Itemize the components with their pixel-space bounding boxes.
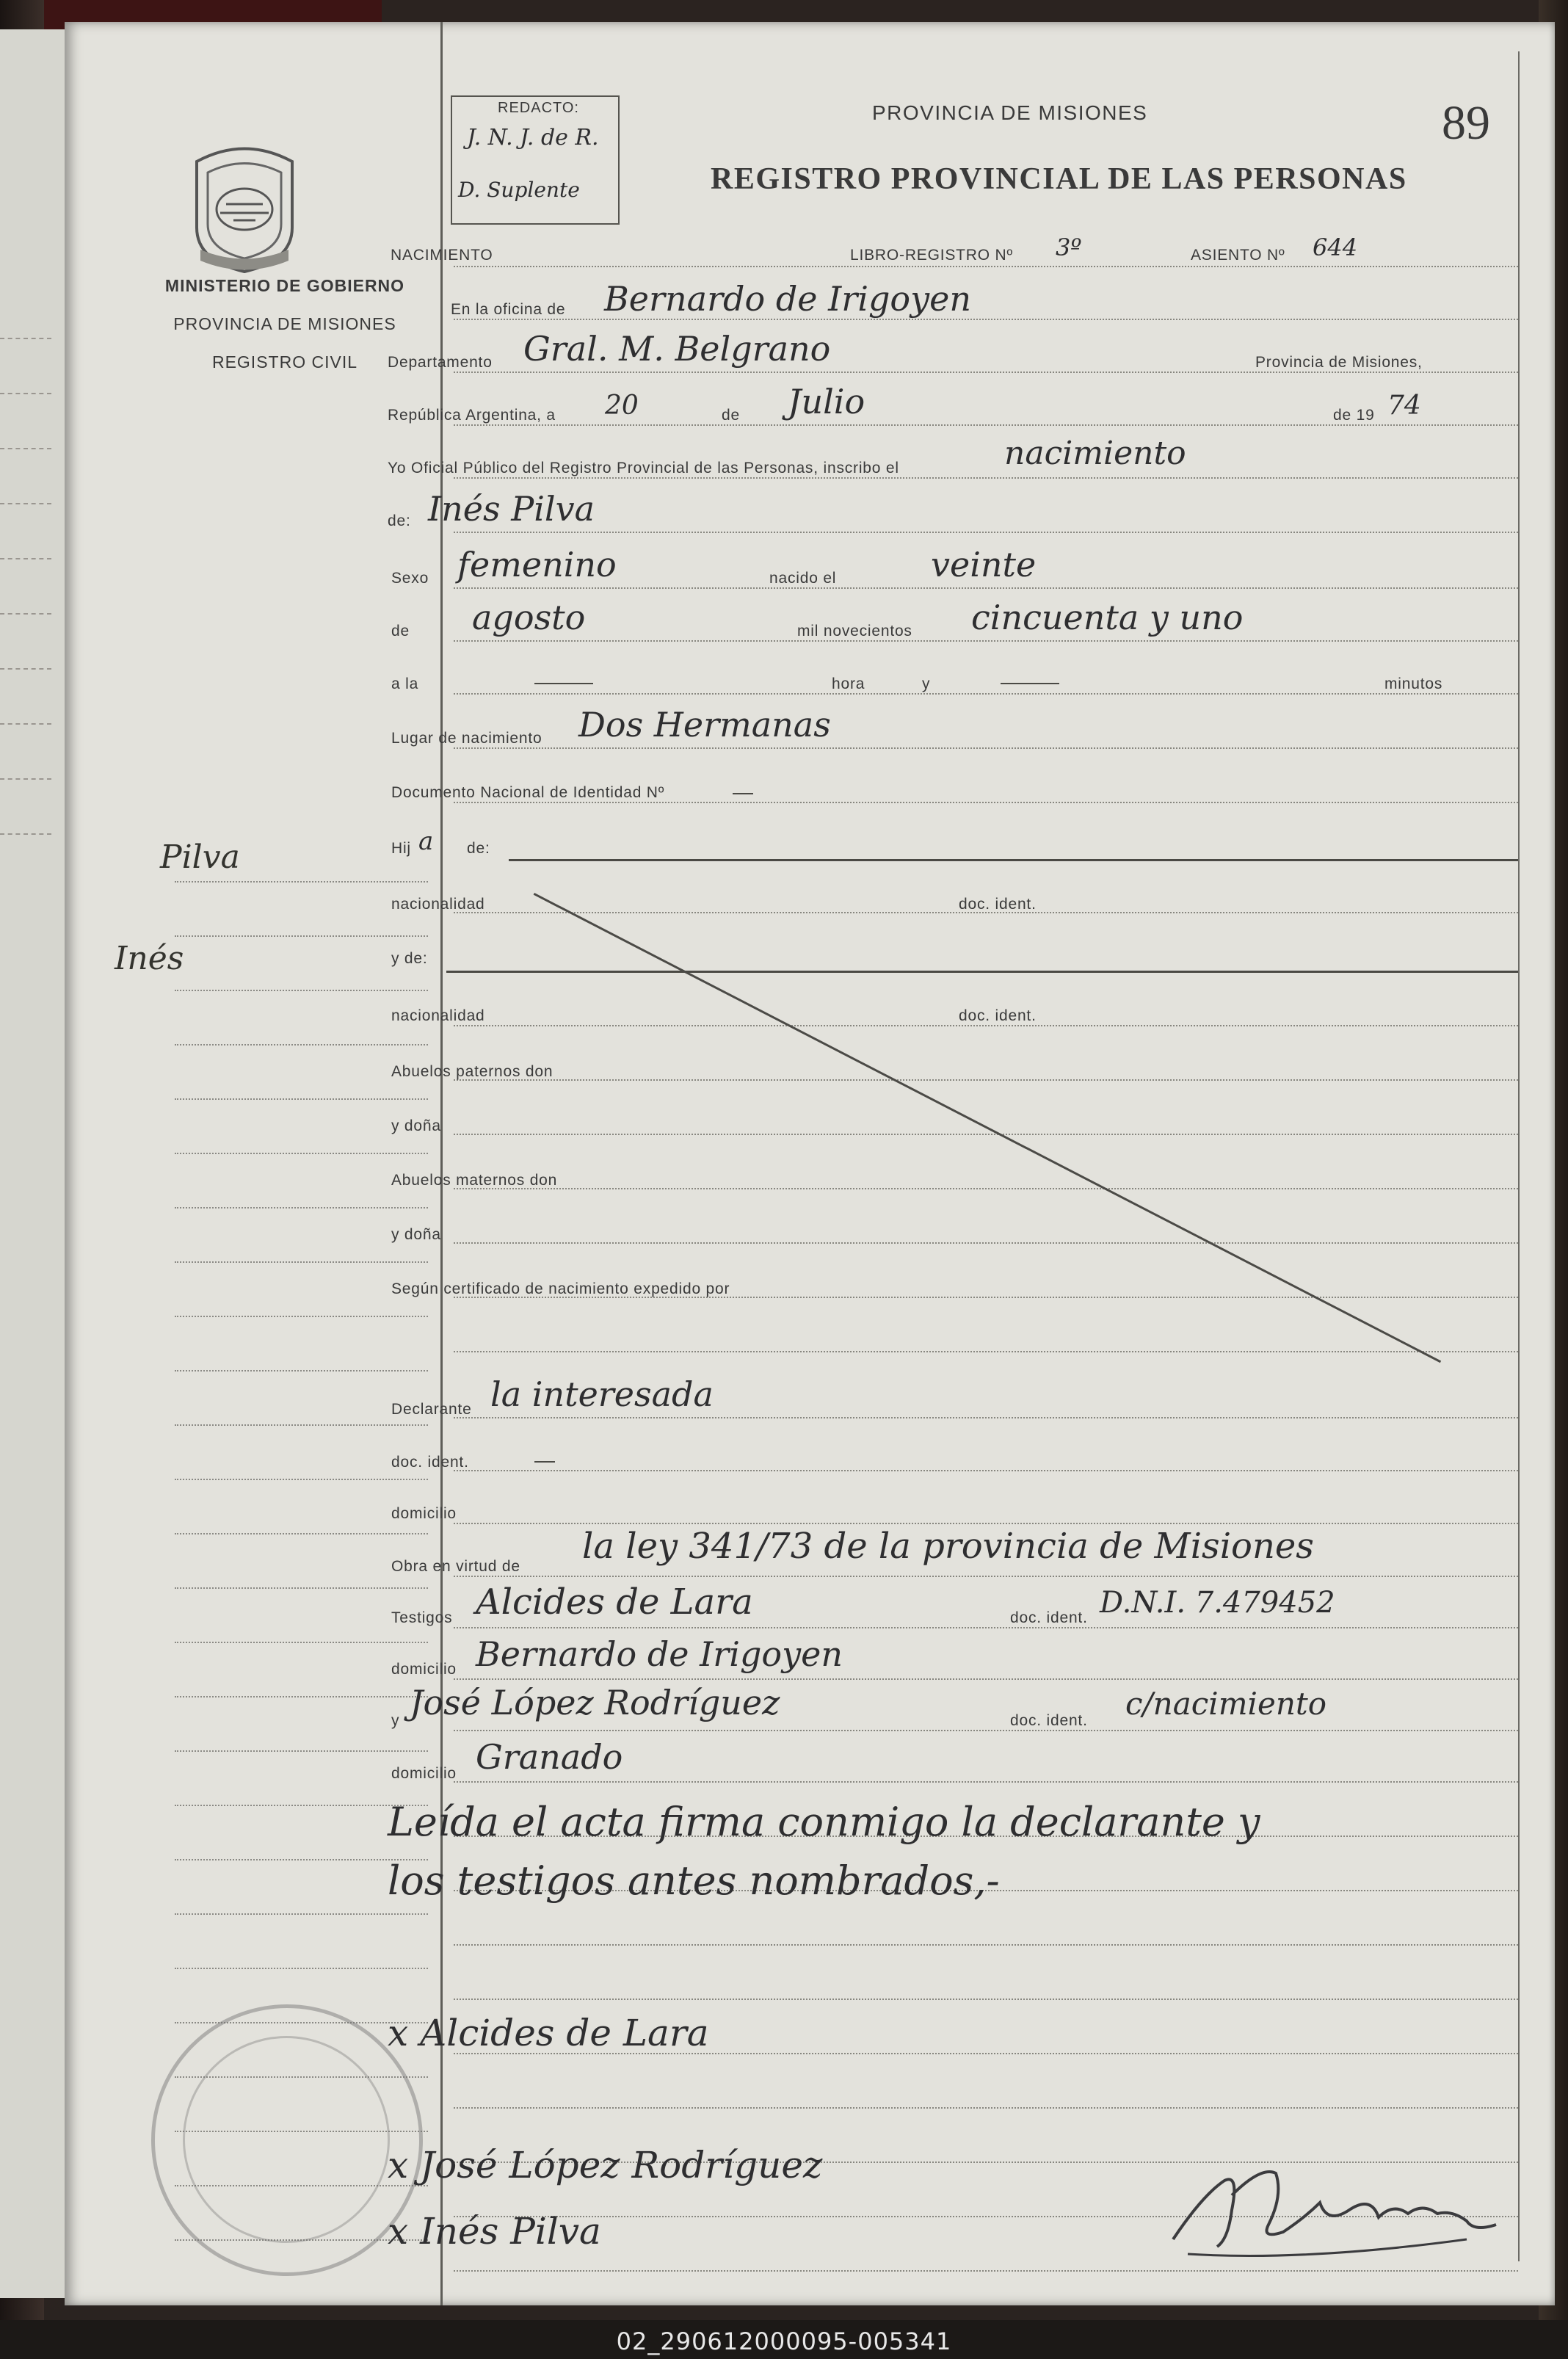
docident3-label: doc. ident.	[391, 1454, 469, 1471]
ruled-line	[454, 1188, 1518, 1189]
margin-ruled-line	[175, 1098, 428, 1100]
yde-line	[446, 971, 1518, 973]
domicilio2-value: Bernardo de Irigoyen	[476, 1634, 843, 1674]
hijo-de-line	[509, 859, 1518, 861]
nacionalidad-label: nacionalidad	[391, 896, 485, 913]
libro-value: 3º	[1056, 233, 1082, 261]
registro-civil-label: REGISTRO CIVIL	[211, 352, 358, 372]
y2-label: y	[391, 1712, 400, 1729]
margin-ruled-line	[175, 1044, 428, 1046]
ruled-line	[454, 802, 1518, 803]
month-value: Julio	[788, 382, 865, 421]
margin-ruled-line	[175, 1261, 428, 1263]
margin-ruled-line	[175, 1207, 428, 1209]
ruled-line	[454, 1576, 1518, 1577]
declarante-label: Declarante	[391, 1401, 472, 1418]
registry-stamp	[151, 2004, 423, 2276]
libro-label: LIBRO-REGISTRO Nº	[850, 247, 1013, 264]
hijo-suffix: a	[418, 827, 434, 856]
margin-ruled-line	[175, 1153, 428, 1154]
margin-ruled-line	[175, 1913, 428, 1915]
ruled-line	[454, 1025, 1518, 1026]
margin-ruled-line	[175, 1696, 428, 1697]
margin-ruled-line	[175, 1642, 428, 1643]
header-province: PROVINCIA DE MISIONES	[872, 101, 1148, 124]
republica-label: República Argentina, a	[388, 407, 556, 424]
header-registry-title: REGISTRO PROVINCIAL DE LAS PERSONAS	[711, 162, 1407, 196]
person-label: de:	[388, 512, 411, 529]
footer-id: 02_290612000095-005341	[616, 2327, 952, 2355]
ruled-line	[454, 319, 1518, 320]
ruled-line	[454, 1417, 1518, 1418]
margin-ruled-line	[175, 1587, 428, 1589]
abuelos-paternos-label: Abuelos paternos don	[391, 1063, 553, 1080]
departamento-label: Departamento	[388, 354, 493, 371]
margin-ruled-line	[175, 881, 428, 883]
ruled-line	[454, 532, 1518, 533]
ruled-line	[454, 1999, 1518, 2000]
nacido-label: nacido el	[769, 570, 837, 587]
margin-ruled-line	[175, 990, 428, 991]
margin-ruled-line	[175, 1533, 428, 1534]
record-type-label: NACIMIENTO	[391, 247, 493, 264]
year-label: de 19	[1333, 407, 1375, 424]
ydona1-label: y doña	[391, 1117, 441, 1134]
ruled-line	[454, 640, 1518, 642]
margin-ruled-line	[175, 1316, 428, 1317]
hora-dash	[534, 683, 593, 684]
ydona2-label: y doña	[391, 1226, 441, 1243]
year-value: 74	[1387, 391, 1421, 421]
province-emblem-icon	[182, 139, 307, 279]
ruled-line	[454, 1242, 1518, 1244]
de-label: de	[722, 407, 740, 424]
ruled-line	[454, 1678, 1518, 1680]
redacto-value-2: D. Suplente	[458, 178, 580, 202]
day-value: 20	[605, 391, 639, 421]
domicilio-label: domicilio	[391, 1505, 457, 1522]
asiento-label: ASIENTO Nº	[1191, 247, 1285, 264]
ruled-line	[454, 1944, 1518, 1946]
asiento-value: 644	[1313, 233, 1358, 261]
previous-page-edge	[0, 29, 68, 2298]
signature-witness-2: x José López Rodríguez	[388, 2144, 823, 2186]
provincia-label: Provincia de Misiones,	[1255, 354, 1423, 371]
ruled-line	[454, 266, 1518, 267]
margin-ruled-line	[175, 1968, 428, 1969]
margin-ruled-line	[175, 1370, 428, 1371]
nacionalidad2-label: nacionalidad	[391, 1007, 485, 1024]
ruled-line	[454, 693, 1518, 695]
person-value: Inés Pilva	[428, 489, 595, 529]
margin-ruled-line	[175, 1750, 428, 1752]
closing-line-1: Leída el acta firma conmigo la declarante y	[388, 1799, 1260, 1845]
month2-value: agosto	[472, 598, 586, 637]
ruled-line	[454, 477, 1518, 479]
mil-value: cincuenta y uno	[971, 598, 1244, 637]
margin-ruled-line	[175, 1479, 428, 1480]
signature-declarant: x Inés Pilva	[388, 2210, 601, 2253]
right-border	[1518, 51, 1520, 2261]
y-label: y	[922, 675, 931, 692]
page-number: 89	[1442, 96, 1490, 150]
minutos-dash	[1001, 683, 1059, 684]
docident5-label: doc. ident.	[1010, 1712, 1088, 1729]
dni-label: Documento Nacional de Identidad Nº	[391, 784, 665, 801]
ala-label: a la	[391, 675, 419, 692]
ruled-line	[454, 1134, 1518, 1135]
ruled-line	[454, 2270, 1518, 2272]
ruled-line	[454, 2107, 1518, 2109]
testigo1-doc: D.N.I. 7.479452	[1100, 1586, 1335, 1620]
official-signature	[1158, 2151, 1511, 2269]
ruled-line	[454, 372, 1518, 373]
hijo-de-label: de:	[467, 840, 490, 857]
lugar-value: Dos Hermanas	[578, 705, 831, 744]
margin-given-name: Inés	[115, 940, 184, 977]
declarante-value: la interesada	[490, 1374, 714, 1414]
ruled-line	[454, 1730, 1518, 1731]
docident3-dash	[534, 1461, 555, 1463]
signature-witness-1: x Alcides de Lara	[388, 2012, 709, 2054]
domicilio3-value: Granado	[476, 1737, 623, 1777]
sexo-value: femenino	[457, 545, 617, 584]
oficina-label: En la oficina de	[451, 301, 566, 318]
testigos-label: Testigos	[391, 1609, 453, 1626]
dni-dash	[733, 793, 753, 794]
ruled-line	[454, 424, 1518, 426]
domicilio3-label: domicilio	[391, 1765, 457, 1782]
lugar-label: Lugar de nacimiento	[391, 730, 542, 747]
oficial-value: nacimiento	[1004, 435, 1186, 472]
ruled-line	[454, 1627, 1518, 1628]
testigo2-value: José López Rodríguez	[410, 1683, 780, 1722]
ruled-line	[454, 1781, 1518, 1783]
ruled-line	[454, 1523, 1518, 1524]
redacto-value-1: J. N. J. de R.	[467, 125, 599, 151]
document-page	[65, 22, 1555, 2305]
closing-line-2: los testigos antes nombrados,-	[388, 1858, 1000, 1904]
background-top	[382, 0, 1556, 25]
minutos-label: minutos	[1384, 675, 1443, 692]
margin-province-label: PROVINCIA DE MISIONES	[173, 314, 396, 333]
ruled-line	[454, 1351, 1518, 1352]
docident2-label: doc. ident.	[959, 1007, 1037, 1024]
ministry-label: MINISTERIO DE GOBIERNO	[164, 276, 405, 295]
hora-label: hora	[832, 675, 865, 692]
ruled-line	[454, 1470, 1518, 1471]
yde-label: y de:	[391, 950, 428, 967]
footer-bar	[0, 2320, 1568, 2359]
oficial-label: Yo Oficial Público del Registro Provincial de las Personas, inscribo el	[388, 460, 899, 476]
domicilio2-label: domicilio	[391, 1661, 457, 1678]
ruled-line	[454, 587, 1518, 589]
ruled-line	[454, 1079, 1518, 1081]
docident4-label: doc. ident.	[1010, 1609, 1088, 1626]
margin-ruled-line	[175, 1424, 428, 1426]
margin-surname: Pilva	[160, 838, 240, 876]
docident-label: doc. ident.	[959, 896, 1037, 913]
abuelos-maternos-label: Abuelos maternos don	[391, 1172, 558, 1189]
obra-value: la ley 341/73 de la provincia de Misiones	[582, 1526, 1314, 1567]
departamento-value: Gral. M. Belgrano	[523, 329, 831, 369]
oficina-value: Bernardo de Irigoyen	[604, 279, 971, 319]
nacido-value: veinte	[931, 545, 1037, 584]
redacto-label: REDACTO:	[498, 100, 579, 116]
ruled-line	[454, 747, 1518, 749]
testigo1-value: Alcides de Lara	[476, 1581, 753, 1623]
sexo-label: Sexo	[391, 570, 429, 587]
segun-label: Según certificado de nacimiento expedido por	[391, 1280, 730, 1297]
hijo-label: Hij	[391, 840, 411, 857]
mil-label: mil novecientos	[797, 623, 912, 639]
de2-label: de	[391, 623, 410, 639]
testigo2-doc: c/nacimiento	[1125, 1686, 1327, 1722]
obra-label: Obra en virtud de	[391, 1558, 520, 1575]
margin-ruled-line	[175, 935, 428, 937]
